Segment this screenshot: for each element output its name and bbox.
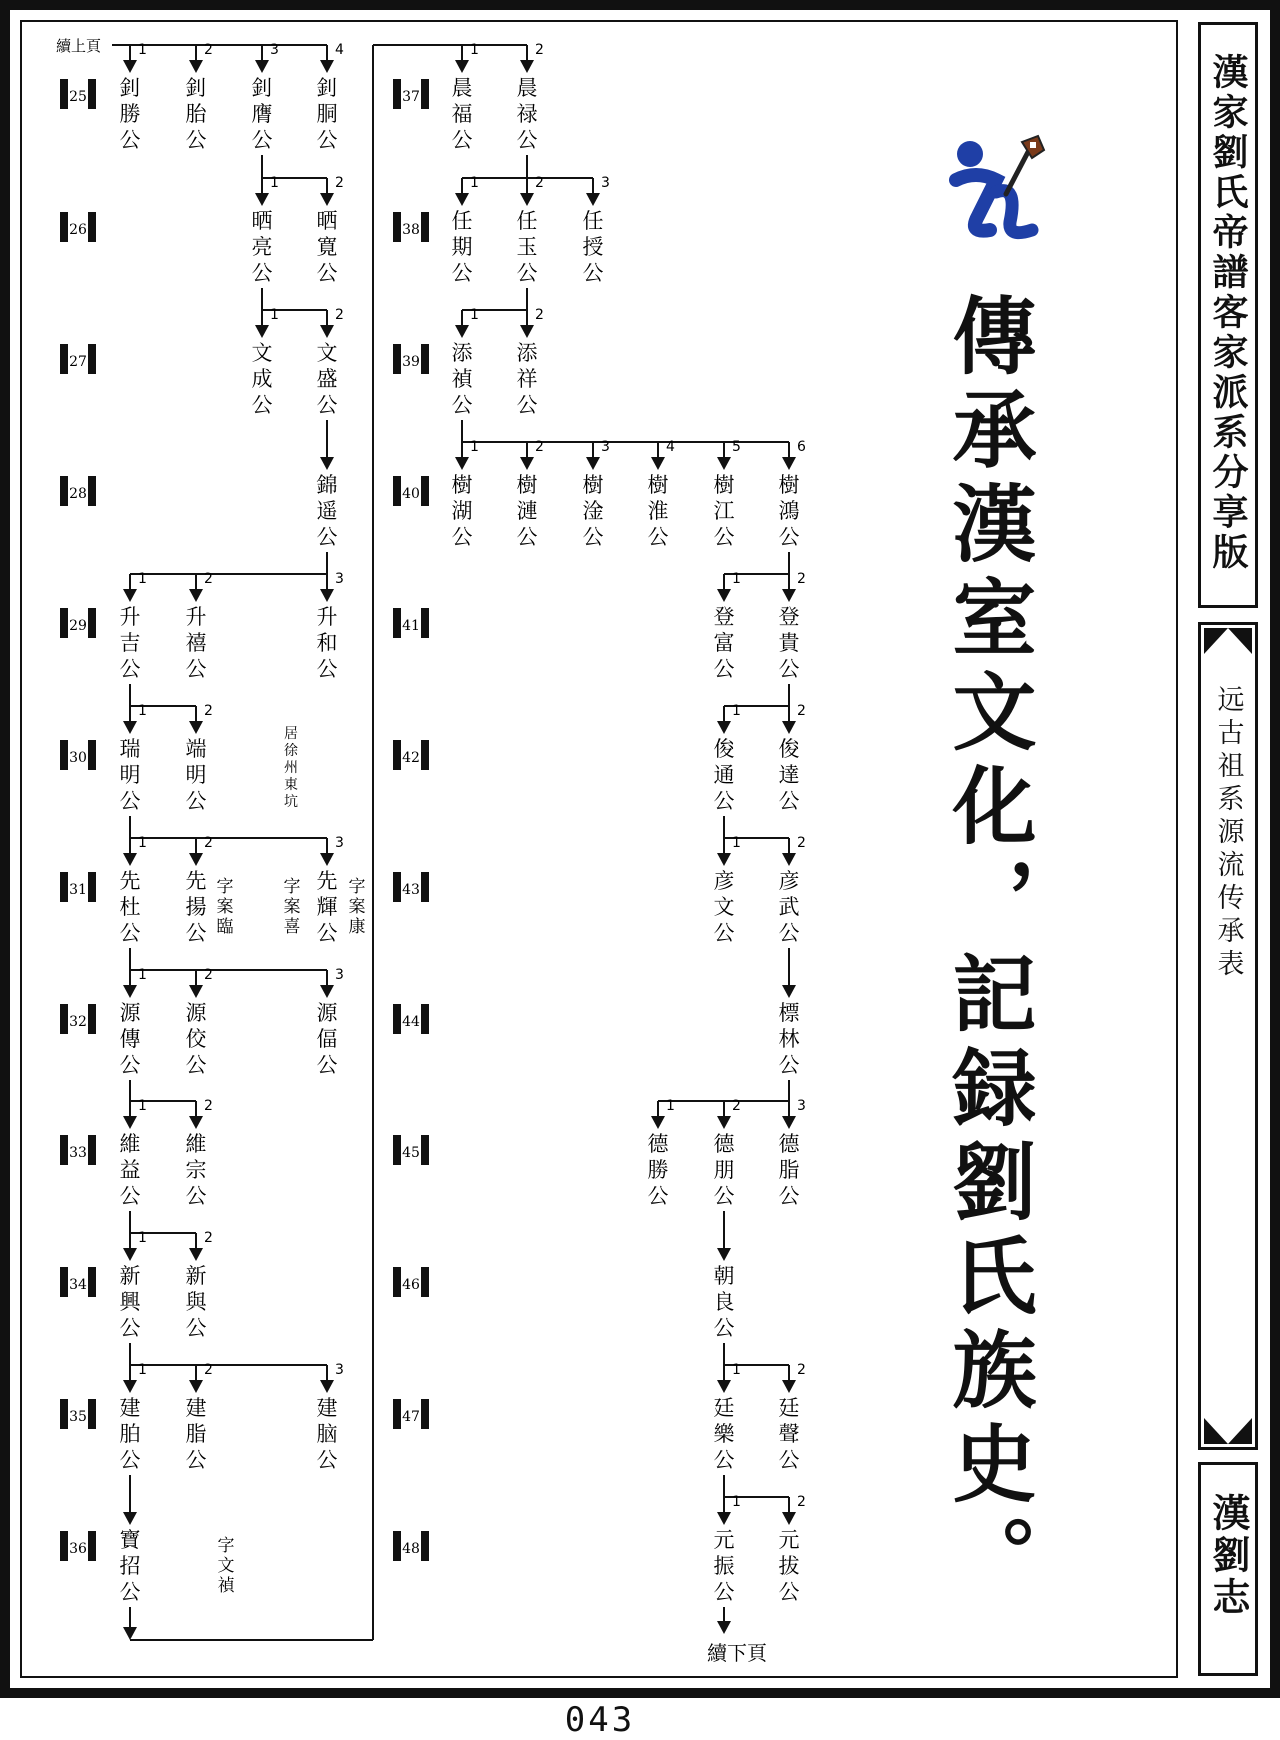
person-name: 添祥公 xyxy=(516,341,538,417)
person-name: 晨禄公 xyxy=(516,76,538,152)
generation-label xyxy=(60,1531,96,1561)
person-name: 晒亮公 xyxy=(251,209,273,285)
sibling-rank: 1 xyxy=(732,835,741,851)
sibling-rank: 3 xyxy=(335,967,344,983)
person-name: 升和公 xyxy=(316,605,338,681)
person-name: 釗胴公 xyxy=(316,76,338,152)
person-name: 德朋公 xyxy=(713,1132,735,1208)
sibling-rank: 2 xyxy=(535,439,544,455)
generation-label xyxy=(60,79,96,109)
annotation: 字文禎 xyxy=(217,1536,235,1596)
generation-number: 40 xyxy=(402,486,420,502)
sibling-rank: 3 xyxy=(335,1362,344,1378)
generation-label xyxy=(393,476,429,506)
person-name: 俊達公 xyxy=(778,737,800,813)
generation-number: 33 xyxy=(69,1145,87,1161)
person-name: 升禧公 xyxy=(185,605,207,681)
book-title: 漢家劉氏帝譜客家派系分享版 xyxy=(1207,53,1249,573)
person-name: 釗胎公 xyxy=(185,76,207,152)
person-name: 源傳公 xyxy=(119,1001,141,1077)
person-name: 元振公 xyxy=(713,1528,735,1604)
person-name: 樹湖公 xyxy=(451,473,473,549)
sibling-rank: 1 xyxy=(270,175,279,191)
person-name: 元拔公 xyxy=(778,1528,800,1604)
generation-label xyxy=(393,1531,429,1561)
book-title-panel xyxy=(1198,22,1258,608)
person-name: 登富公 xyxy=(713,605,735,681)
annotation: 字案喜 xyxy=(283,877,301,937)
sibling-rank: 3 xyxy=(601,439,610,455)
person-name: 任期公 xyxy=(451,209,473,285)
person-name: 樹淦公 xyxy=(582,473,604,549)
person-name: 樹漣公 xyxy=(516,473,538,549)
person-name: 建脂公 xyxy=(185,1396,207,1472)
sibling-rank: 1 xyxy=(470,439,479,455)
person-name: 登貴公 xyxy=(778,605,800,681)
person-name: 朝良公 xyxy=(713,1264,735,1340)
generation-number: 47 xyxy=(402,1409,420,1425)
annotation: 字案臨 xyxy=(216,877,234,937)
generation-number: 39 xyxy=(402,354,420,370)
sibling-rank: 2 xyxy=(204,1098,213,1114)
generation-label xyxy=(60,1004,96,1034)
person-name: 釗膺公 xyxy=(251,76,273,152)
sibling-rank: 2 xyxy=(204,42,213,58)
generation-label xyxy=(393,79,429,109)
person-name: 任授公 xyxy=(582,209,604,285)
generation-number: 29 xyxy=(69,618,87,634)
generation-number: 31 xyxy=(69,882,87,898)
annotation: 居徐州東坑 xyxy=(284,726,298,810)
generation-label xyxy=(60,1267,96,1297)
sibling-rank: 1 xyxy=(732,571,741,587)
page-number: 043 xyxy=(564,1700,636,1740)
sibling-rank: 2 xyxy=(797,703,806,719)
generation-label xyxy=(60,872,96,902)
sibling-rank: 3 xyxy=(335,571,344,587)
panel-triangle-bottom xyxy=(1204,1418,1252,1444)
generation-label xyxy=(60,212,96,242)
generation-label xyxy=(393,344,429,374)
sibling-rank: 2 xyxy=(335,175,344,191)
sibling-rank: 1 xyxy=(666,1098,675,1114)
sibling-rank: 1 xyxy=(138,571,147,587)
generation-label xyxy=(60,344,96,374)
person-name: 彦文公 xyxy=(713,869,735,945)
sibling-rank: 2 xyxy=(204,1230,213,1246)
person-name: 錦遥公 xyxy=(316,473,338,549)
person-name: 維宗公 xyxy=(185,1132,207,1208)
sibling-rank: 3 xyxy=(270,42,279,58)
generation-number: 27 xyxy=(69,354,87,370)
sibling-rank: 1 xyxy=(138,1362,147,1378)
person-name: 任玉公 xyxy=(516,209,538,285)
person-name: 添禎公 xyxy=(451,341,473,417)
sibling-rank: 2 xyxy=(797,835,806,851)
generation-number: 34 xyxy=(69,1277,87,1293)
sibling-rank: 1 xyxy=(732,1494,741,1510)
brand-name: 漢劉志 xyxy=(1206,1493,1251,1619)
sibling-rank: 4 xyxy=(666,439,675,455)
person-name: 樹淮公 xyxy=(647,473,669,549)
panel-triangle-top xyxy=(1204,628,1252,654)
sibling-rank: 2 xyxy=(204,835,213,851)
generation-label xyxy=(60,476,96,506)
person-name: 建脑公 xyxy=(316,1396,338,1472)
person-name: 標林公 xyxy=(778,1001,800,1077)
continued-to-label: 續下頁 xyxy=(707,1641,767,1665)
generation-number: 44 xyxy=(402,1014,420,1030)
generation-number: 41 xyxy=(402,618,420,634)
person-name: 新與公 xyxy=(185,1264,207,1340)
sibling-rank: 2 xyxy=(535,307,544,323)
sibling-rank: 3 xyxy=(601,175,610,191)
sibling-rank: 2 xyxy=(335,307,344,323)
generation-number: 35 xyxy=(69,1409,87,1425)
person-name: 先輝公 xyxy=(316,869,338,945)
sibling-rank: 1 xyxy=(732,1362,741,1378)
person-name: 寶招公 xyxy=(119,1528,141,1604)
sibling-rank: 1 xyxy=(138,967,147,983)
generation-number: 32 xyxy=(69,1014,87,1030)
generation-number: 28 xyxy=(69,486,87,502)
person-name: 文成公 xyxy=(251,341,273,417)
sibling-rank: 2 xyxy=(204,1362,213,1378)
sibling-rank: 1 xyxy=(138,42,147,58)
sibling-rank: 2 xyxy=(535,175,544,191)
generation-number: 42 xyxy=(402,750,420,766)
sibling-rank: 5 xyxy=(732,439,741,455)
generation-number: 48 xyxy=(402,1541,420,1557)
person-name: 樹鴻公 xyxy=(778,473,800,549)
person-name: 釗勝公 xyxy=(119,76,141,152)
generation-number: 43 xyxy=(402,882,420,898)
person-name: 端明公 xyxy=(185,737,207,813)
generation-label xyxy=(393,212,429,242)
brand-panel xyxy=(1198,1462,1258,1676)
person-name: 源偪公 xyxy=(316,1001,338,1077)
generation-label xyxy=(393,608,429,638)
generation-label xyxy=(60,740,96,770)
generation-number: 36 xyxy=(69,1541,87,1557)
person-name: 彦武公 xyxy=(778,869,800,945)
sibling-rank: 2 xyxy=(797,571,806,587)
person-name: 先杜公 xyxy=(119,869,141,945)
generation-number: 45 xyxy=(402,1145,420,1161)
person-name: 晒寛公 xyxy=(316,209,338,285)
sibling-rank: 2 xyxy=(204,967,213,983)
person-name: 廷聲公 xyxy=(778,1396,800,1472)
generation-label xyxy=(60,608,96,638)
person-name: 升吉公 xyxy=(119,605,141,681)
chart-subtitle: 远古祖系源流传承表 xyxy=(1212,685,1244,982)
sibling-rank: 3 xyxy=(335,835,344,851)
person-name: 晨福公 xyxy=(451,76,473,152)
annotation: 字案康 xyxy=(348,877,366,937)
person-name: 德勝公 xyxy=(647,1132,669,1208)
generation-label xyxy=(393,1135,429,1165)
sibling-rank: 2 xyxy=(204,703,213,719)
person-name: 源佼公 xyxy=(185,1001,207,1077)
generation-label xyxy=(393,740,429,770)
sibling-rank: 1 xyxy=(270,307,279,323)
person-name: 瑞明公 xyxy=(119,737,141,813)
generation-label xyxy=(60,1399,96,1429)
headline: 傳承漢室文化，記録劉氏族史。 xyxy=(939,292,1038,1608)
sibling-rank: 1 xyxy=(138,835,147,851)
person-name: 樹江公 xyxy=(713,473,735,549)
sibling-rank: 1 xyxy=(732,703,741,719)
sibling-rank: 1 xyxy=(138,703,147,719)
generation-number: 38 xyxy=(402,222,420,238)
sibling-rank: 1 xyxy=(138,1098,147,1114)
person-name: 文盛公 xyxy=(316,341,338,417)
person-name: 俊通公 xyxy=(713,737,735,813)
sibling-rank: 2 xyxy=(797,1362,806,1378)
generation-label xyxy=(393,1267,429,1297)
sibling-rank: 6 xyxy=(797,439,806,455)
generation-number: 30 xyxy=(69,750,87,766)
sibling-rank: 1 xyxy=(470,307,479,323)
generation-label xyxy=(393,1004,429,1034)
person-name: 維益公 xyxy=(119,1132,141,1208)
generation-label xyxy=(393,872,429,902)
sibling-rank: 1 xyxy=(470,42,479,58)
person-name: 先揚公 xyxy=(185,869,207,945)
generation-number: 26 xyxy=(69,222,87,238)
person-name: 廷樂公 xyxy=(713,1396,735,1472)
sibling-rank: 1 xyxy=(470,175,479,191)
sibling-rank: 2 xyxy=(204,571,213,587)
person-name: 建胉公 xyxy=(119,1396,141,1472)
person-name: 新興公 xyxy=(119,1264,141,1340)
sibling-rank: 1 xyxy=(138,1230,147,1246)
sibling-rank: 2 xyxy=(535,42,544,58)
person-name: 德脂公 xyxy=(778,1132,800,1208)
generation-number: 25 xyxy=(69,89,87,105)
sibling-rank: 3 xyxy=(797,1098,806,1114)
generation-number: 46 xyxy=(402,1277,420,1293)
continued-from-label: 續上頁 xyxy=(56,37,102,55)
sibling-rank: 2 xyxy=(797,1494,806,1510)
sibling-rank: 4 xyxy=(335,42,344,58)
generation-label xyxy=(60,1135,96,1165)
generation-label xyxy=(393,1399,429,1429)
chart-subtitle-panel xyxy=(1198,622,1258,1450)
generation-number: 37 xyxy=(402,89,420,105)
logo-icon xyxy=(946,132,1046,250)
sibling-rank: 2 xyxy=(732,1098,741,1114)
